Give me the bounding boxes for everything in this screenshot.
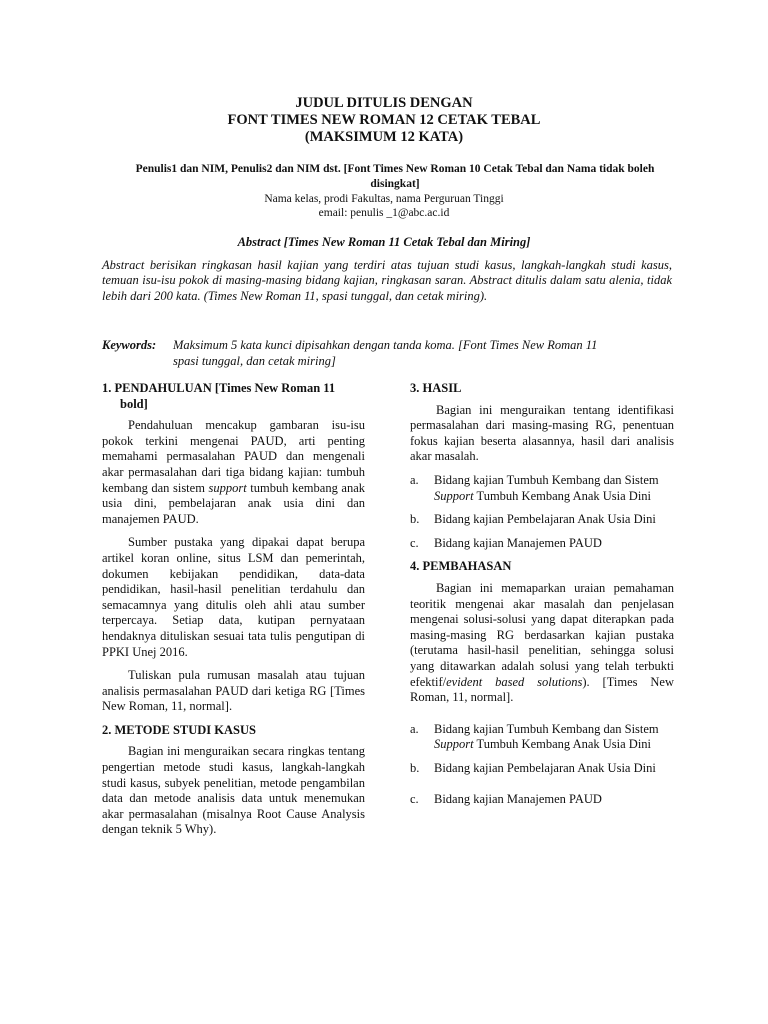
section-1-paragraph-1: Pendahuluan mencakup gambaran isu-isu pokok terkini mengenai PAUD, arti penting memahami permasalahan PAUD dan mengenali akar permasalahan dari tiga bidang kajian: tumbuh kembang dan sistem support tumbuh kembang anak usia dini, pembelajaran anak usia dini dan manajemen PAUD.: [102, 418, 365, 526]
section-1-paragraph-3: Tuliskan pula rumusan masalah atau tujuan analisis permasalahan PAUD dari ketiga RG [Times New Roman, 11, normal].: [102, 668, 365, 714]
title-line-3: (MAKSIMUM 12 KATA): [304, 129, 464, 145]
section-1-paragraph-2: Sumber pustaka yang dipakai dapat berupa artikel koran online, situs LSM dan pemerintah, dokumen kebijakan pendidikan, data-data pendidikan, hasil-hasil penelitian terdahulu dan semacamnya yang ditulis oleh ahli atau sumber terpercaya. Setiap data, kutipan pernyataan hendaknya dituliskan sesuai tata tulis pengutipan di PPKI Unej 2016.: [102, 535, 365, 659]
keywords-line-1: Maksimum 5 kata kunci dipisahkan dengan tanda koma. [Font Times New Roman 11: [173, 338, 598, 352]
section-2-paragraph-1: Bagian ini menguraikan secara ringkas tentang pengertian metode studi kasus, langkah-langkah studi kasus, subyek penelitian, metode pengambilan data dan metode analisis data untuk menemukan akar permasalahan (misalnya Root Cause Analysis dengan teknik 5 Why).: [102, 744, 365, 837]
list-item: c. Bidang kajian Manajemen PAUD: [410, 792, 602, 807]
list-item: b. Bidang kajian Pembelajaran Anak Usia Dini: [410, 512, 656, 527]
section-4-heading: 4. PEMBAHASAN: [410, 559, 512, 574]
title-line-1: JUDUL DITULIS DENGAN: [295, 95, 473, 111]
title-line-2: FONT TIMES NEW ROMAN 12 CETAK TEBAL: [227, 112, 541, 128]
list-item: c. Bidang kajian Manajemen PAUD: [410, 535, 602, 550]
abstract-heading: Abstract [Times New Roman 11 Cetak Tebal dan Miring]: [237, 235, 531, 249]
paper-title: [0, 95, 768, 146]
keywords-line-2: spasi tunggal, dan cetak miring]: [173, 354, 336, 368]
email: email: penulis _1@abc.ac.id: [318, 207, 450, 219]
section-4-paragraph-1: Bagian ini memaparkan uraian pemahaman teoritik mengenai akar masalah dan penjelasan mengenai solusi-solusi yang dapat diterapkan pada masing-masing RG berdasarkan kajian pustaka (terutama hasil-hasil penelitian, sehingga solusi yang ditawarkan adalah solusi yang telah terbukti efektif/evident based solutions). [Times New Roman, 11, normal].: [410, 580, 675, 705]
affiliation-block: [0, 192, 768, 220]
keywords-label: Keywords:: [102, 338, 157, 352]
author-list: Penulis1 dan NIM, Penulis2 dan NIM dst. [Font Times New Roman 10 Cetak Tebal dan Nama tidak boleh disingkat]: [135, 163, 655, 190]
keywords-block: [102, 337, 672, 369]
section-3-paragraph-1: Bagian ini menguraikan tentang identifikasi permasalahan dari masing-masing RG, penentuan fokus kajian beserta alasannya, hasil dari analisis akar masalah.: [410, 402, 674, 464]
left-column: [102, 381, 365, 838]
section-3-heading: 3. HASIL: [410, 381, 462, 395]
affiliation: Nama kelas, prodi Fakultas, nama Perguruan Tinggi: [264, 193, 504, 205]
right-column: [410, 381, 674, 808]
list-item: a. Bidang kajian Tumbuh Kembang dan Sistem Support Tumbuh Kembang Anak Usia Dini: [410, 721, 659, 752]
section-2-heading: 2. METODE STUDI KASUS: [102, 722, 256, 737]
list-item: b. Bidang kajian Pembelajaran Anak Usia Dini: [410, 760, 656, 775]
section-1-heading: 1. PENDAHULUAN [Times New Roman 11 bold]: [102, 381, 336, 411]
list-item: a. Bidang kajian Tumbuh Kembang dan Sistem Support Tumbuh Kembang Anak Usia Dini: [410, 472, 659, 503]
abstract-text: Abstract berisikan ringkasan hasil kajian yang terdiri atas tujuan studi kasus, langkah-langkah studi kasus, temuan isu-isu pokok di masing-masing bidang kajian, ringkasan saran. Abstract ditulis dalam satu alenia, tidak lebih dari 200 kata. (Times New Roman 11, spasi tunggal, dan cetak miring).: [102, 258, 672, 303]
